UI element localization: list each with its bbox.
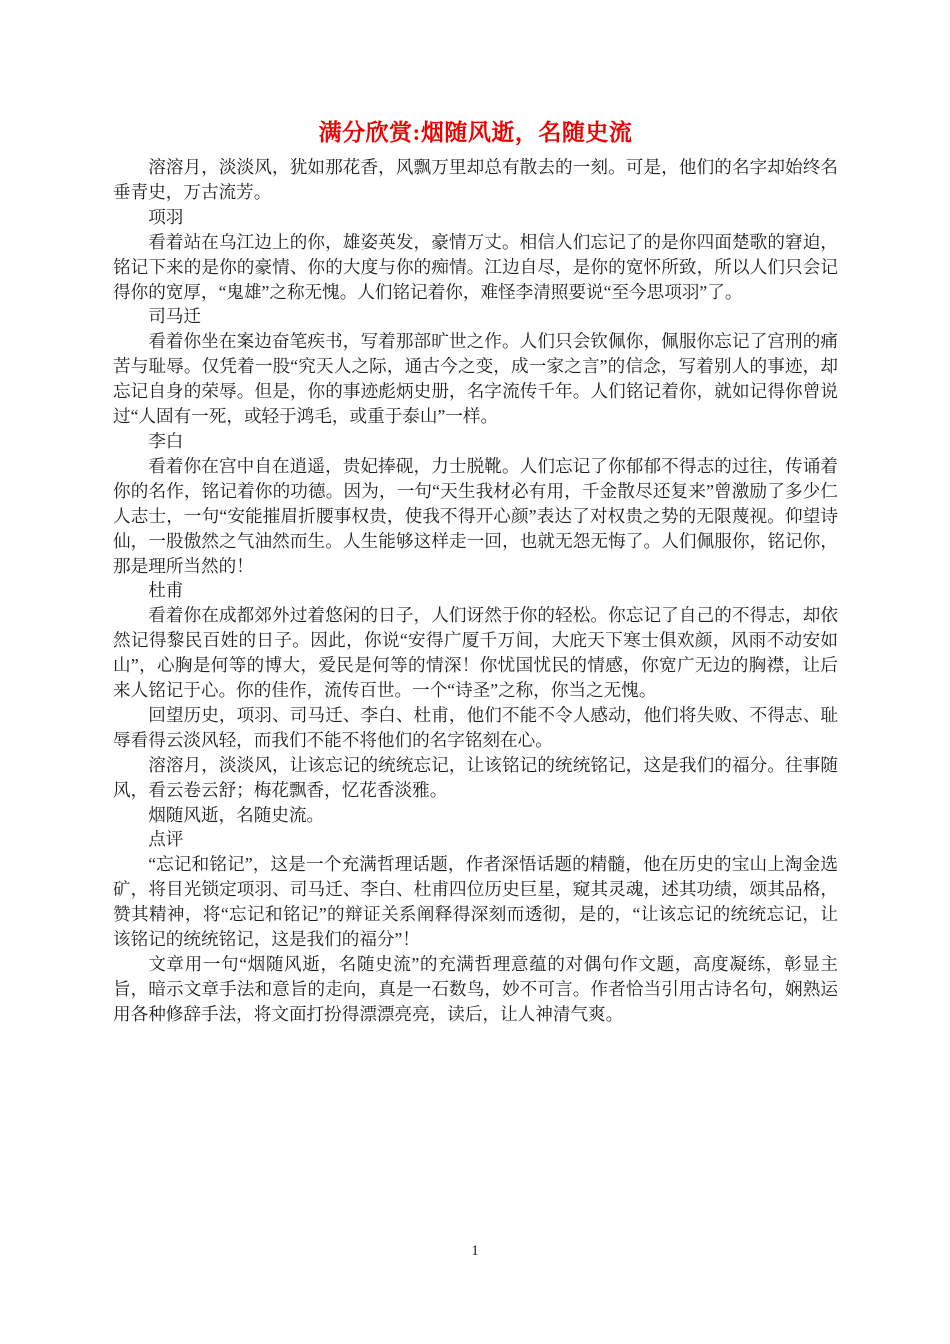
paragraph: 李白 xyxy=(148,430,184,451)
paragraph: 看着你在宫中自在逍遥，贵妃捧砚，力士脱靴。人们忘记了你郁郁不得志的过往，传诵着你的名作，铭记着你的功德。因为，一句“天生我材必有用，千金散尽还复来”曾激励了多少仁人志士，一句“安能摧眉折腰事权贵，使我不得开心颜”表达了对权贵之势的无限蔑视。仰望诗仙，一股傲然之气油然而生。人生能够这样走一回，也就无怨无悔了。人们佩服你，铭记你，那是理所当然的！ xyxy=(113,455,838,576)
page-title: 满分欣赏:烟随风逝，名随史流 xyxy=(318,120,633,145)
paragraph: 司马迁 xyxy=(148,306,201,327)
document-content xyxy=(113,118,838,1027)
paragraph: 文章用一句“烟随风逝，名随史流”的充满哲理意蕴的对偶句作文题，高度凝练，彰显主旨，暗示文章手法和意旨的走向，真是一石数鸟，妙不可言。作者恰当引用古诗名句，娴熟运用各种修辞手法，将文面打扮得漂漂亮亮，读后，让人神清气爽。 xyxy=(113,954,838,1024)
paragraph: 溶溶月，淡淡风，犹如那花香，风飘万里却总有散去的一刻。可是，他们的名字却始终名垂青史，万古流芳。 xyxy=(113,157,838,202)
paragraph: 看着你坐在案边奋笔疾书，写着那部旷世之作。人们只会钦佩你，佩服你忘记了宫刑的痛苦与耻辱。仅凭着一股“究天人之际，通古今之变，成一家之言”的信念，写着别人的事迹，却忘记自身的荣辱。但是，你的事迹彪炳史册，名字流传千年。人们铭记着你，就如记得你曾说过“人固有一死，或轻于鸿毛，或重于泰山”一样。 xyxy=(113,331,838,427)
paragraph: 溶溶月，淡淡风，让该忘记的统统忘记，让该铭记的统统铭记，这是我们的福分。往事随风，看云卷云舒；梅花飘香，忆花香淡雅。 xyxy=(113,754,838,800)
paragraph: “忘记和铭记”，这是一个充满哲理话题，作者深悟话题的精髓，他在历史的宝山上淘金选矿，将目光锁定项羽、司马迁、李白、杜甫四位历史巨星，窥其灵魂，述其功绩，颂其品格，赞其精神，将“忘记和铭记”的辩证关系阐释得深刻而透彻，是的，“让该忘记的统统忘记，让该铭记的统统铭记，这是我们的福分”！ xyxy=(113,854,838,950)
paragraph: 看着站在乌江边上的你，雄姿英发，豪情万丈。相信人们忘记了的是你四面楚歌的窘迫，铭记下来的是你的豪情、你的大度与你的痴情。江边自尽，是你的宽怀所致，所以人们只会记得你的宽厚，“鬼雄”之称无愧。人们铭记着你，难怪李清照要说“至今思项羽”了。 xyxy=(113,231,838,302)
paragraph: 点评 xyxy=(148,829,184,850)
paragraph: 看着你在成都郊外过着悠闲的日子，人们讶然于你的轻松。你忘记了自己的不得志，却依然记得黎民百姓的日子。因此，你说“安得广厦千万间，大庇天下寒士俱欢颜，风雨不动安如山”，心胸是何等的博大，爱民是何等的情深！你忧国忧民的情感，你宽广无边的胸襟，让后来人铭记于心。你的佳作，流传百世。一个“诗圣”之称，你当之无愧。 xyxy=(113,605,838,701)
paragraph: 烟随风逝，名随史流。 xyxy=(148,804,325,825)
paragraph: 回望历史，项羽、司马迁、李白、杜甫，他们不能不令人感动，他们将失败、不得志、耻辱看得云淡风轻，而我们不能不将他们的名字铭刻在心。 xyxy=(113,704,838,750)
page-number: 1 xyxy=(471,1243,479,1259)
paragraph: 杜甫 xyxy=(148,580,184,601)
document-body xyxy=(113,155,838,1027)
paragraph: 项羽 xyxy=(148,206,184,227)
